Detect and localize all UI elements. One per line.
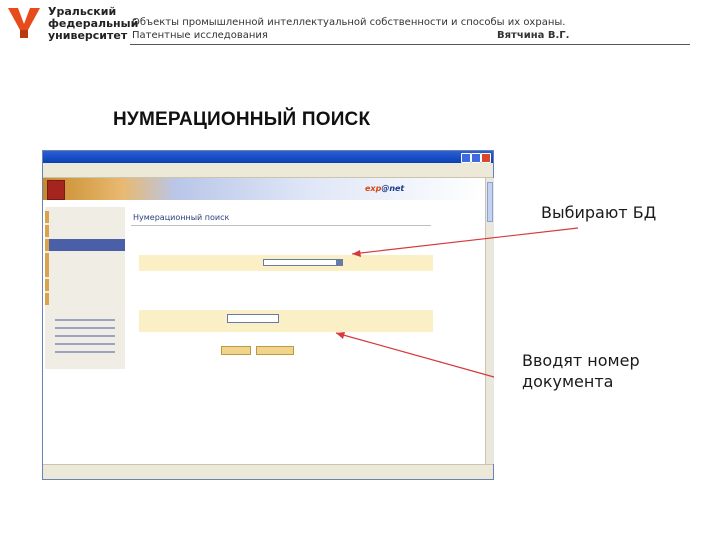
browser-status-bar <box>43 464 493 479</box>
header-topic: Патентные исследования <box>132 30 268 41</box>
header-divider <box>130 44 690 45</box>
header-course-title: Объекты промышленной интеллектуальной собственности и способы их охраны. <box>132 17 566 28</box>
clear-button[interactable] <box>256 346 294 355</box>
sidebar-item-number-search[interactable] <box>45 239 125 251</box>
page-heading-divider <box>131 225 431 226</box>
sidebar-link-1[interactable] <box>55 319 115 321</box>
emblem-icon <box>47 180 65 200</box>
site-banner <box>43 178 485 200</box>
database-select-row <box>139 255 433 271</box>
window-minimize-icon[interactable] <box>461 153 471 163</box>
select-arrow-icon <box>336 260 342 265</box>
sidebar-item-2[interactable] <box>45 225 125 237</box>
sidebar-link-5[interactable] <box>55 351 115 353</box>
window-close-icon[interactable] <box>481 153 491 163</box>
window-maximize-icon[interactable] <box>471 153 481 163</box>
scrollbar-thumb[interactable] <box>487 182 493 222</box>
logo-text-line-2: федеральный <box>48 17 139 30</box>
university-logo-icon <box>6 6 42 40</box>
browser-scrollbar[interactable] <box>485 178 494 464</box>
database-select[interactable] <box>263 259 343 266</box>
site-sidebar <box>45 207 125 369</box>
slide-title: НУМЕРАЦИОННЫЙ ПОИСК <box>113 109 371 130</box>
page-heading: Нумерационный поиск <box>133 213 230 222</box>
callout-enter-number-line-2: документа <box>522 372 614 391</box>
browser-window-screenshot <box>42 150 494 480</box>
sidebar-link-2[interactable] <box>55 327 115 329</box>
logo-text-line-3: университет <box>48 29 128 42</box>
sidebar-item-5[interactable] <box>45 265 125 277</box>
site-logo-part-b: @net <box>381 184 405 193</box>
site-logo-part-a: exp <box>365 184 382 193</box>
number-input-row <box>139 310 433 332</box>
sidebar-item-4[interactable] <box>45 253 125 265</box>
sidebar-link-4[interactable] <box>55 343 115 345</box>
sidebar-link-3[interactable] <box>55 335 115 337</box>
logo-text-line-1: Уральский <box>48 5 117 18</box>
browser-toolbar <box>43 169 493 178</box>
header-author: Вятчина В.Г. <box>497 30 570 41</box>
callout-select-database: Выбирают БД <box>541 203 657 222</box>
site-logo <box>365 184 404 193</box>
sidebar-item-6[interactable] <box>45 279 125 291</box>
document-number-input[interactable] <box>227 314 279 323</box>
callout-enter-number-line-1: Вводят номер <box>522 351 640 370</box>
sidebar-item-1[interactable] <box>45 211 125 223</box>
sidebar-item-7[interactable] <box>45 293 125 305</box>
search-button[interactable] <box>221 346 251 355</box>
browser-title-bar <box>43 151 493 163</box>
